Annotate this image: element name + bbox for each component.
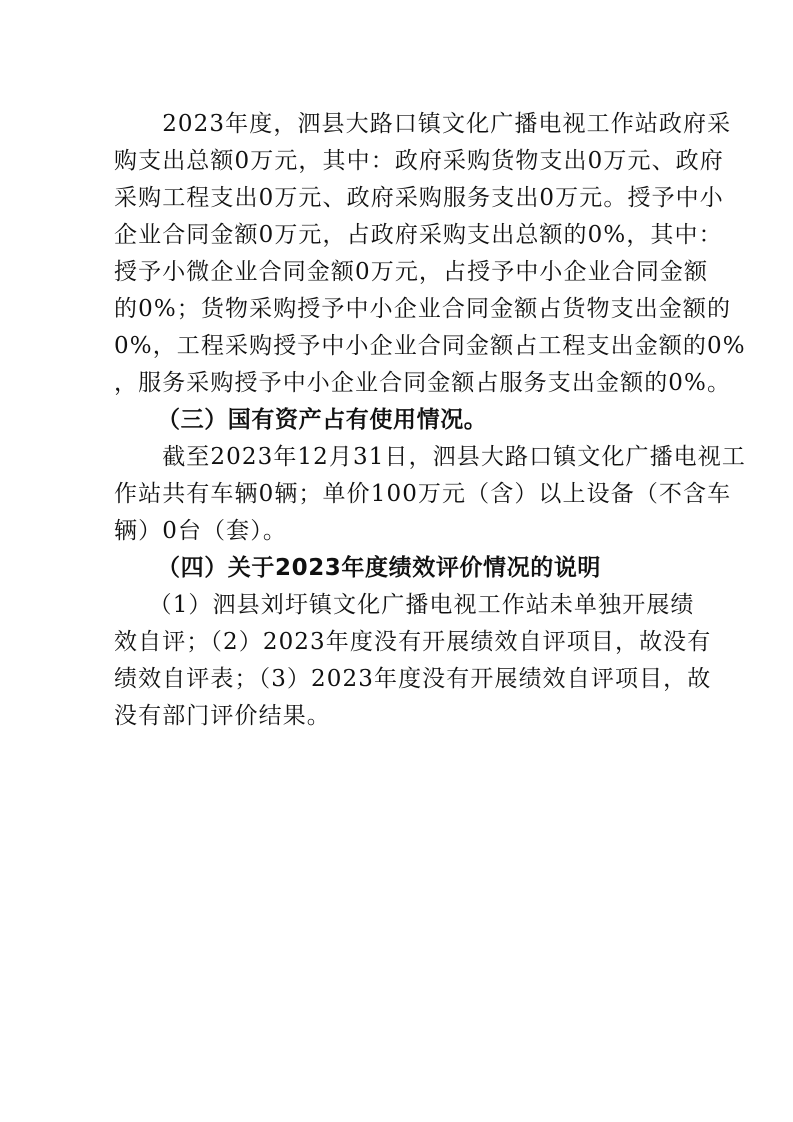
procurement-paragraph-line: 购支出总额0万元，其中：政府采购货物支出0万元、政府 [114,148,724,174]
procurement-paragraph-line: 2023年度，泗县大路口镇文化广播电视工作站政府采 [114,111,732,137]
assets-paragraph-line: 作站共有车辆0辆；单价100万元（含）以上设备（不含车 [114,481,732,507]
performance-paragraph-line: 没有部门评价结果。 [114,703,331,729]
performance-paragraph-line: 绩效自评表；（3）2023年度没有开展绩效自评项目，故 [114,666,712,692]
performance-paragraph-line: （1）泗县刘圩镇文化广播电视工作站未单独开展绩 [136,592,695,618]
procurement-paragraph-line: 的0%；货物采购授予中小企业合同金额占货物支出金额的 [114,296,732,322]
performance-paragraph-line: 效自评；（2）2023年度没有开展绩效自评项目，故没有 [114,629,712,655]
procurement-paragraph-line: 授予小微企业合同金额0万元，占授予中小企业合同金额 [114,259,709,285]
assets-paragraph-line: 截至2023年12月31日，泗县大路口镇文化广播电视工 [114,444,746,470]
assets-paragraph-line: 辆）0台（套）。 [114,518,287,544]
procurement-paragraph-line: 0%，工程采购授予中小企业合同金额占工程支出金额的0% [114,333,746,359]
section-heading-assets: （三）国有资产占有使用情况。 [157,407,488,433]
procurement-paragraph-line: 企业合同金额0万元，占政府采购支出总额的0%，其中： [114,222,723,248]
procurement-paragraph-line: ，服务采购授予中小企业合同金额占服务支出金额的0%。 [114,370,732,396]
procurement-paragraph-line: 采购工程支出0万元、政府采购服务支出0万元。授予中小 [114,185,724,211]
section-heading-performance: （四）关于2023年度绩效评价情况的说明 [157,555,602,581]
